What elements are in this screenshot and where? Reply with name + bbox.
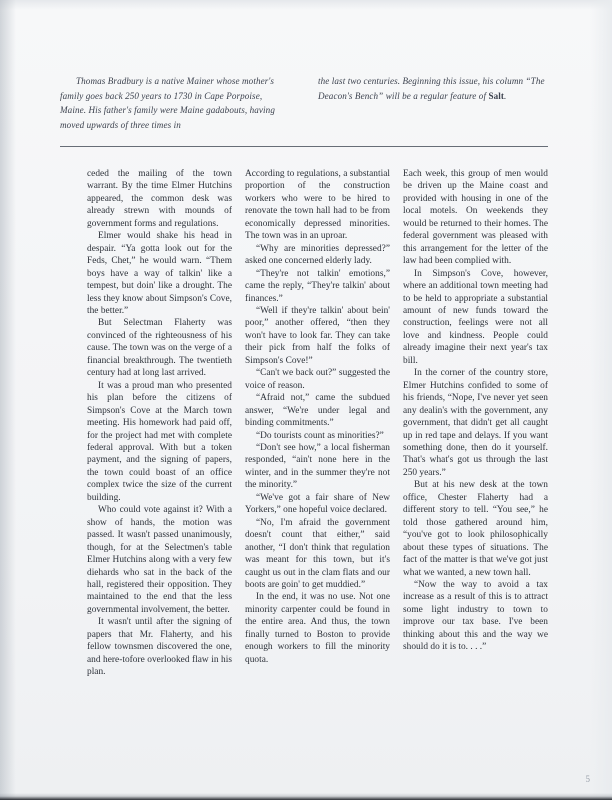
paragraph: Each week, this group of men would be driven up the Maine coast and provided with housing in one of the local motels. On weekends they would be returned to their homes. The federal government was pleased with this arrangement for the letter of the law had been complied with. — [403, 169, 548, 267]
paragraph: “They're not talkin' emotions,” came the reply, “They're talkin' about finances.” — [245, 268, 390, 304]
intro-text-after-salt: . — [504, 90, 507, 101]
paragraph: Who could vote against it? With a show of hands, the motion was passed. It wasn't passed unanimously, though, for at the Selectmen's table Elmer Hutchins along with a very few diehards who sat in the back of the hall, registered their opposition. They maintained to the end that the less governmental involvement, the better. — [87, 505, 232, 615]
paragraph: “Now the way to avoid a tax increase as a result of this is to attract some light industry to town to improve our tax base. I've been thinking about this and the way we should do it is to. . . .” — [403, 579, 548, 653]
paragraph: In the end, it was no use. Not one minority carpenter could be found in the entire area. And thus, the town finally turned to Boston to provide enough workers to fill the minority quota. — [245, 592, 390, 665]
paragraph: According to regulations, a substantial proportion of the construction workers who were to be hired to renovate the town hall had to be from economically depressed minorities. The town was in an uproar. — [245, 169, 390, 242]
paragraph: But Selectman Flaherty was convinced of the righteousness of his cause. The town was on the verge of a financial breakthrough. The twentieth century had at long last arrived. — [87, 318, 232, 379]
intro-standfirst — [60, 74, 548, 132]
body-column-3 — [403, 168, 548, 679]
body-column-2 — [245, 168, 390, 679]
paragraph: “Well if they're talkin' about bein' poor,” another offered, “then they won't have to look far. They can take their pick from half the folks of Simpson's Cove!” — [245, 305, 390, 366]
scan-edge-top — [0, 0, 612, 10]
paragraph: Elmer would shake his head in despair. “Ya gotta look out for the Feds, Chet,” he would warn. “Them boys have a way of talkin' like a tempest, but doin' like a drought. The less they know about Simpson's Cove, the better.” — [87, 231, 232, 316]
paragraph: “Don't see how,” a local fisherman responded, “ain't none here in the winter, and in the summer they're not the minority.” — [245, 442, 390, 491]
paragraph: “We've got a fair share of New Yorkers,” one hopeful voice declared. — [245, 492, 390, 516]
paragraph: “Afraid not,” came the subdued answer, “We're under legal and binding commitments.” — [245, 393, 390, 429]
paragraph: “No, I'm afraid the government doesn't count that either,” said another, “I don't think that regulation was meant for this town, but it's caught us out in the clam flats and our boots are goin' to get muddied.” — [245, 517, 390, 590]
scan-edge-right — [590, 0, 612, 800]
paragraph: “Why are minorities depressed?” asked one concerned elderly lady. — [245, 243, 390, 267]
page-number: 5 — [585, 774, 590, 784]
horizontal-rule — [60, 146, 548, 147]
body-column-1 — [87, 168, 232, 679]
intro-column-left: Thomas Bradbury is a native Mainer whose mother's family goes back 250 years to 1730 in Cape Porpoise, Maine. His father's family were Maine gadabouts, having moved upwards of three times in — [60, 76, 275, 130]
paragraph: “Do tourists count as minorities?” — [256, 430, 384, 441]
intro-text-before-salt: the last two centuries. Beginning this issue, his column “The Deacon's Bench” will be a regular feature of — [318, 76, 545, 101]
paragraph: It wasn't until after the signing of papers that Mr. Flaherty, and his fellow townsmen discovered the one, and here-tofore overlooked flaw in his plan. — [87, 617, 232, 678]
paragraph: “Can't we back out?” suggested the voice of reason. — [245, 368, 390, 391]
intro-column-right — [318, 74, 548, 132]
paragraph: It was a proud man who presented his plan before the citizens of Simpson's Cove at the March town meeting. His homework had paid off, for the project had met with complete federal approval. With but a token payment, and the signing of papers, the town could boast of an office complex twice the size of the current building. — [87, 380, 232, 503]
paragraph: But at his new desk at the town office, Chester Flaherty had a different story to tell. “You see,” he told those gathered around him, “you've got to look philosophically about these types of situations. The fact of the matter is that we've got just what we wanted, a new town hall. — [403, 480, 548, 578]
scan-edge-left — [0, 0, 16, 800]
paragraph: ceded the mailing of the town warrant. By the time Elmer Hutchins appeared, the common desk was already strewn with mounds of government forms and regulations. — [87, 169, 232, 229]
paragraph: In the corner of the country store, Elmer Hutchins confided to some of his friends, “Nope, I've never yet seen any dealin's with the government, any government, that didn't get all caught up in red tape and delays. If you want something done, then do it yourself. That's what's got us through the last 250 years.” — [403, 368, 548, 478]
scan-edge-bottom — [0, 793, 612, 800]
salt-magazine-name: Salt — [488, 90, 505, 101]
body-columns — [87, 168, 548, 679]
paragraph: In Simpson's Cove, however, where an additional town meeting had to be held to appropriate a substantial amount of new funds toward the construction, feelings were not all love and kindness. People could already imagine their next year's tax bill. — [403, 268, 548, 366]
